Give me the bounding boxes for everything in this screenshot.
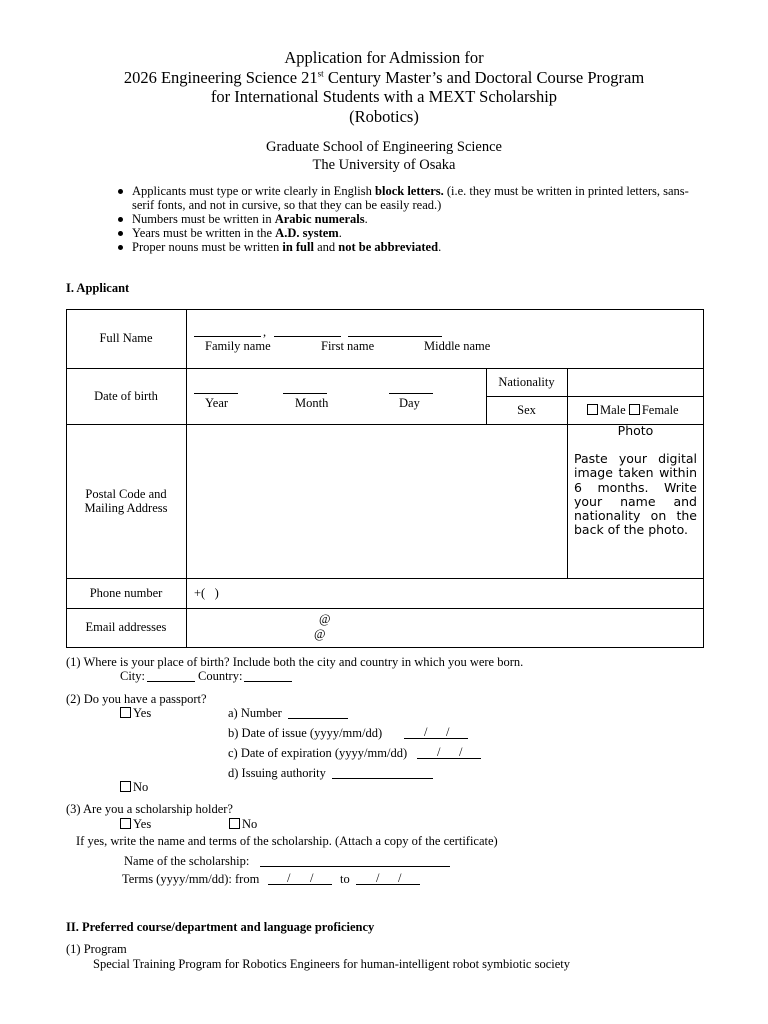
scholarship-yes-checkbox[interactable] bbox=[120, 818, 131, 829]
instruction-item: Proper nouns must be written in full and not be abbreviated. bbox=[118, 240, 698, 254]
day-caption: Day bbox=[399, 396, 420, 410]
phone-label: Phone number bbox=[89, 586, 163, 600]
male-checkbox[interactable] bbox=[587, 404, 598, 415]
country-field[interactable] bbox=[244, 681, 292, 682]
passport-authority-field[interactable] bbox=[332, 778, 433, 779]
passport-no-option: No bbox=[120, 780, 148, 795]
sex-label: Sex bbox=[517, 403, 536, 417]
passport-yes-option: Yes bbox=[120, 706, 151, 721]
section-course-heading: II. Preferred course/department and language proficiency bbox=[66, 920, 375, 934]
passport-issue-label: b) Date of issue (yyyy/mm/dd) bbox=[228, 726, 383, 740]
female-checkbox[interactable] bbox=[629, 404, 640, 415]
family-name-caption: Family name bbox=[205, 339, 271, 353]
full-name-label: Full Name bbox=[99, 331, 153, 345]
university-name: The University of Osaka bbox=[312, 156, 456, 173]
instructions-list bbox=[118, 184, 698, 254]
q1-question: (1) Where is your place of birth? Include both the city and country in which you were born. bbox=[66, 655, 524, 669]
dob-year-field[interactable] bbox=[194, 393, 238, 394]
address-field[interactable] bbox=[187, 425, 567, 578]
title-line-4: (Robotics) bbox=[349, 106, 419, 126]
form-title bbox=[0, 48, 768, 126]
scholarship-yes-option: Yes bbox=[120, 817, 151, 832]
dob-month-field[interactable] bbox=[283, 393, 327, 394]
instruction-item: Years must be written in the A.D. system. bbox=[118, 226, 698, 240]
family-name-field[interactable] bbox=[194, 336, 261, 337]
middle-name-field[interactable] bbox=[348, 336, 442, 337]
passport-authority-label: d) Issuing authority bbox=[228, 766, 326, 780]
first-name-field[interactable] bbox=[274, 336, 341, 337]
q3-question: (3) Are you a scholarship holder? bbox=[66, 802, 233, 816]
instruction-item: Numbers must be written in Arabic numerals. bbox=[118, 212, 698, 226]
photo-instructions: Paste your digital image taken within 6 months. Write your name and nationality on the back of the photo. bbox=[574, 451, 697, 538]
email-field-1[interactable]: @ bbox=[319, 612, 331, 626]
passport-no-checkbox[interactable] bbox=[120, 781, 131, 792]
photo-title: Photo bbox=[617, 423, 654, 438]
first-name-caption: First name bbox=[321, 339, 375, 353]
female-label: Female bbox=[641, 403, 679, 417]
passport-expiration-label: c) Date of expiration (yyyy/mm/dd) bbox=[228, 746, 408, 760]
q2-question: (2) Do you have a passport? bbox=[66, 692, 207, 706]
passport-number-label: a) Number bbox=[228, 706, 282, 720]
month-caption: Month bbox=[295, 396, 329, 410]
section-applicant-heading: I. Applicant bbox=[66, 281, 130, 295]
male-label: Male bbox=[600, 403, 626, 417]
passport-issue-field[interactable] bbox=[404, 738, 468, 739]
middle-name-caption: Middle name bbox=[424, 339, 491, 353]
scholarship-from-field[interactable] bbox=[268, 884, 332, 885]
scholarship-note: If yes, write the name and terms of the scholarship. (Attach a copy of the certificate) bbox=[76, 834, 498, 848]
q1-city-label: City: bbox=[120, 669, 146, 683]
institution bbox=[0, 139, 768, 174]
passport-number-field[interactable] bbox=[288, 718, 348, 719]
sex-options bbox=[587, 403, 679, 418]
title-line-3: for International Students with a MEXT Scholarship bbox=[210, 87, 558, 106]
year-caption: Year bbox=[205, 396, 229, 410]
photo-box[interactable] bbox=[574, 424, 697, 537]
address-label: Postal Code and Mailing Address bbox=[84, 487, 168, 515]
scholarship-no-option: No bbox=[229, 817, 257, 832]
scholarship-to-label: to bbox=[340, 872, 350, 886]
q1-country-label: Country: bbox=[198, 669, 243, 683]
phone-field[interactable]: +( ) bbox=[194, 586, 219, 600]
name-comma: , bbox=[263, 325, 267, 339]
title-line-2: 2026 Engineering Science 21st Century Master’s and Doctoral Course Program bbox=[123, 67, 645, 87]
scholarship-no-checkbox[interactable] bbox=[229, 818, 240, 829]
program-value: Special Training Program for Robotics Engineers for human-intelligent robot symbiotic society bbox=[93, 957, 571, 971]
scholarship-to-field[interactable] bbox=[356, 884, 420, 885]
scholarship-name-label: Name of the scholarship: bbox=[124, 854, 250, 868]
instruction-item: Applicants must type or write clearly in English block letters. (i.e. they must be written in printed letters, sans-serif fonts, and not in cursive, so that they can be easily read.) bbox=[118, 184, 698, 212]
passport-yes-checkbox[interactable] bbox=[120, 707, 131, 718]
email-label: Email addresses bbox=[85, 620, 167, 634]
city-field[interactable] bbox=[147, 681, 195, 682]
email-field-2[interactable]: @ bbox=[314, 627, 326, 641]
scholarship-terms-label: Terms (yyyy/mm/dd): from bbox=[122, 872, 260, 886]
scholarship-name-field[interactable] bbox=[260, 866, 450, 867]
school-name: Graduate School of Engineering Science bbox=[266, 139, 502, 155]
nationality-label: Nationality bbox=[498, 375, 555, 389]
dob-label: Date of birth bbox=[94, 389, 158, 403]
program-label: (1) Program bbox=[66, 942, 127, 956]
title-line-1: Application for Admission for bbox=[284, 48, 484, 67]
dob-day-field[interactable] bbox=[389, 393, 433, 394]
nationality-field[interactable] bbox=[568, 369, 703, 396]
passport-expiration-field[interactable] bbox=[417, 758, 481, 759]
